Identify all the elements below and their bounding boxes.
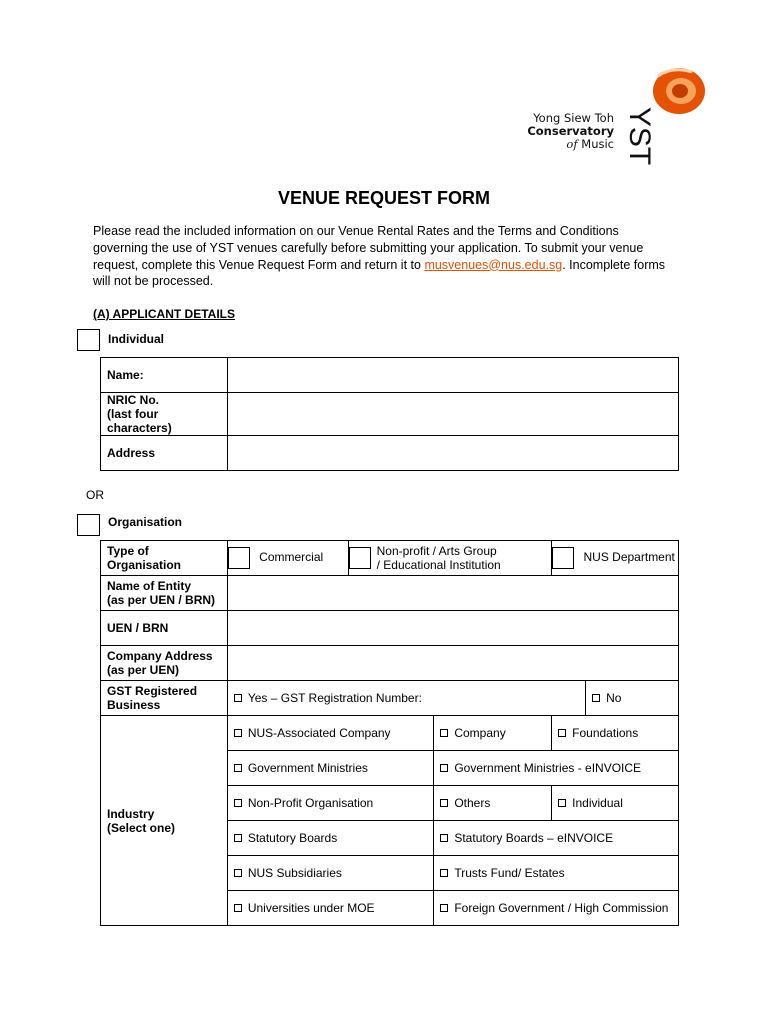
intro-paragraph: [93, 223, 673, 290]
company-address-label: [101, 646, 228, 681]
individual-table: [100, 357, 679, 471]
nric-label-1: NRIC No.: [107, 393, 159, 407]
industry-option-label: Statutory Boards – eINVOICE: [454, 831, 614, 845]
gst-label: [101, 681, 228, 716]
industry-option[interactable]: [552, 786, 679, 821]
industry-checkbox[interactable]: [234, 729, 242, 737]
logo-line-3: [566, 137, 614, 151]
industry-checkbox[interactable]: [234, 799, 242, 807]
industry-option[interactable]: [227, 821, 434, 856]
nric-label: [101, 393, 228, 436]
industry-checkbox[interactable]: [234, 834, 242, 842]
gst-no-option[interactable]: [586, 681, 679, 716]
gst-yes-checkbox[interactable]: [234, 694, 242, 702]
type-nonprofit-checkbox[interactable]: [349, 547, 371, 569]
individual-checkbox[interactable]: [77, 329, 100, 351]
type-label: [101, 541, 228, 576]
type-nonprofit-label-1: Non-profit / Arts Group: [376, 544, 497, 558]
industry-checkbox[interactable]: [234, 869, 242, 877]
industry-option[interactable]: [227, 751, 434, 786]
industry-label-1: Industry: [107, 806, 155, 821]
uen-label: UEN / BRN: [101, 611, 228, 646]
industry-option-label: Government Ministries - eINVOICE: [454, 761, 642, 775]
industry-checkbox[interactable]: [440, 799, 448, 807]
industry-option-label: Company: [454, 726, 506, 740]
industry-label-2: (Select one): [107, 820, 176, 835]
organisation-label: Organisation: [108, 515, 183, 529]
industry-option-label: Foundations: [572, 726, 639, 740]
industry-option-label: Universities under MOE: [247, 901, 375, 915]
type-nus-checkbox[interactable]: [552, 547, 574, 569]
intro-text-2: . Incomplete forms will not be processed.: [93, 257, 666, 289]
gst-no-checkbox[interactable]: [592, 694, 600, 702]
address-label: Address: [101, 436, 228, 471]
industry-option-label: Statutory Boards: [247, 831, 338, 845]
logo-yst-mark: [618, 106, 658, 166]
logo-of: of: [566, 137, 578, 151]
industry-checkbox[interactable]: [558, 729, 566, 737]
industry-option[interactable]: [227, 856, 434, 891]
industry-checkbox[interactable]: [440, 904, 448, 912]
type-commercial-label: Commercial: [259, 550, 324, 565]
gst-yes-label: Yes – GST Registration Number:: [247, 691, 422, 705]
company-address-label-1: Company Address: [107, 649, 213, 663]
type-label-2: Organisation: [107, 558, 182, 572]
type-nonprofit-cell: [348, 541, 552, 576]
gst-yes-option[interactable]: [227, 681, 585, 716]
gst-label-2: Business: [107, 698, 161, 712]
organisation-checkbox[interactable]: [77, 514, 100, 536]
industry-checkbox[interactable]: [558, 799, 566, 807]
entity-label-1: Name of Entity: [107, 579, 192, 593]
nric-label-3: characters): [107, 421, 172, 435]
type-commercial-cell: [227, 541, 348, 576]
entity-label-2: (as per UEN / BRN): [107, 593, 216, 607]
section-heading-applicant: (A) APPLICANT DETAILS: [93, 307, 235, 321]
uen-field[interactable]: [227, 611, 678, 646]
or-separator: OR: [86, 488, 104, 502]
industry-option-label: NUS Subsidiaries: [247, 866, 342, 880]
company-address-field[interactable]: [227, 646, 678, 681]
address-field[interactable]: [227, 436, 678, 471]
page-title: VENUE REQUEST FORM: [277, 188, 491, 208]
type-nus-cell: [552, 541, 679, 576]
logo-line-1: Yong Siew Toh: [533, 111, 614, 125]
industry-checkbox[interactable]: [234, 764, 242, 772]
nric-field[interactable]: [227, 393, 678, 436]
industry-option-label: Individual: [572, 796, 623, 810]
gst-label-1: GST Registered: [107, 684, 198, 698]
industry-checkbox[interactable]: [440, 834, 448, 842]
industry-option[interactable]: [434, 891, 679, 926]
logo-swirl-icon: [652, 66, 706, 116]
industry-option[interactable]: [434, 786, 552, 821]
name-label: Name:: [101, 358, 228, 393]
email-link[interactable]: musvenues@nus.edu.sg: [424, 257, 563, 272]
individual-label: Individual: [108, 332, 165, 346]
type-nus-label: NUS Department: [583, 550, 675, 565]
type-label-1: Type of: [107, 544, 149, 558]
industry-option[interactable]: [227, 716, 434, 751]
industry-option[interactable]: [434, 716, 552, 751]
industry-checkbox[interactable]: [440, 764, 448, 772]
industry-option[interactable]: [434, 821, 679, 856]
industry-checkbox[interactable]: [440, 729, 448, 737]
industry-option-label: NUS-Associated Company: [247, 726, 391, 740]
industry-option[interactable]: [434, 856, 679, 891]
logo-line-2: Conservatory: [527, 124, 614, 138]
name-field[interactable]: [227, 358, 678, 393]
industry-option-label: Others: [454, 796, 491, 810]
industry-checkbox[interactable]: [440, 869, 448, 877]
industry-option-label: Foreign Government / High Commission: [454, 901, 669, 915]
industry-option[interactable]: [552, 716, 679, 751]
company-address-label-2: (as per UEN): [107, 663, 180, 677]
industry-option[interactable]: [227, 786, 434, 821]
entity-label: [101, 576, 228, 611]
industry-option[interactable]: [434, 751, 679, 786]
entity-field[interactable]: [227, 576, 678, 611]
logo-yst-text: YST: [623, 106, 657, 166]
type-commercial-checkbox[interactable]: [228, 547, 250, 569]
industry-option-label: Non-Profit Organisation: [247, 796, 374, 810]
industry-option-label: Government Ministries: [247, 761, 368, 775]
industry-option[interactable]: [227, 891, 434, 926]
gst-no-label: No: [606, 691, 622, 705]
industry-option-label: Trusts Fund/ Estates: [454, 866, 565, 880]
intro-text-1: Please read the included information on our Venue Rental Rates and the Terms and Conditions governing the use of YST venues carefully before submitting your application. To submit your venue request, complete this Venue Request Form and return it to: [93, 224, 644, 272]
industry-label: [101, 716, 228, 926]
organisation-table: [100, 540, 679, 926]
industry-checkbox[interactable]: [234, 904, 242, 912]
type-nonprofit-label-2: / Educational Institution: [376, 558, 501, 572]
nric-label-2: (last four: [107, 407, 159, 421]
logo-music: Music: [581, 137, 614, 151]
